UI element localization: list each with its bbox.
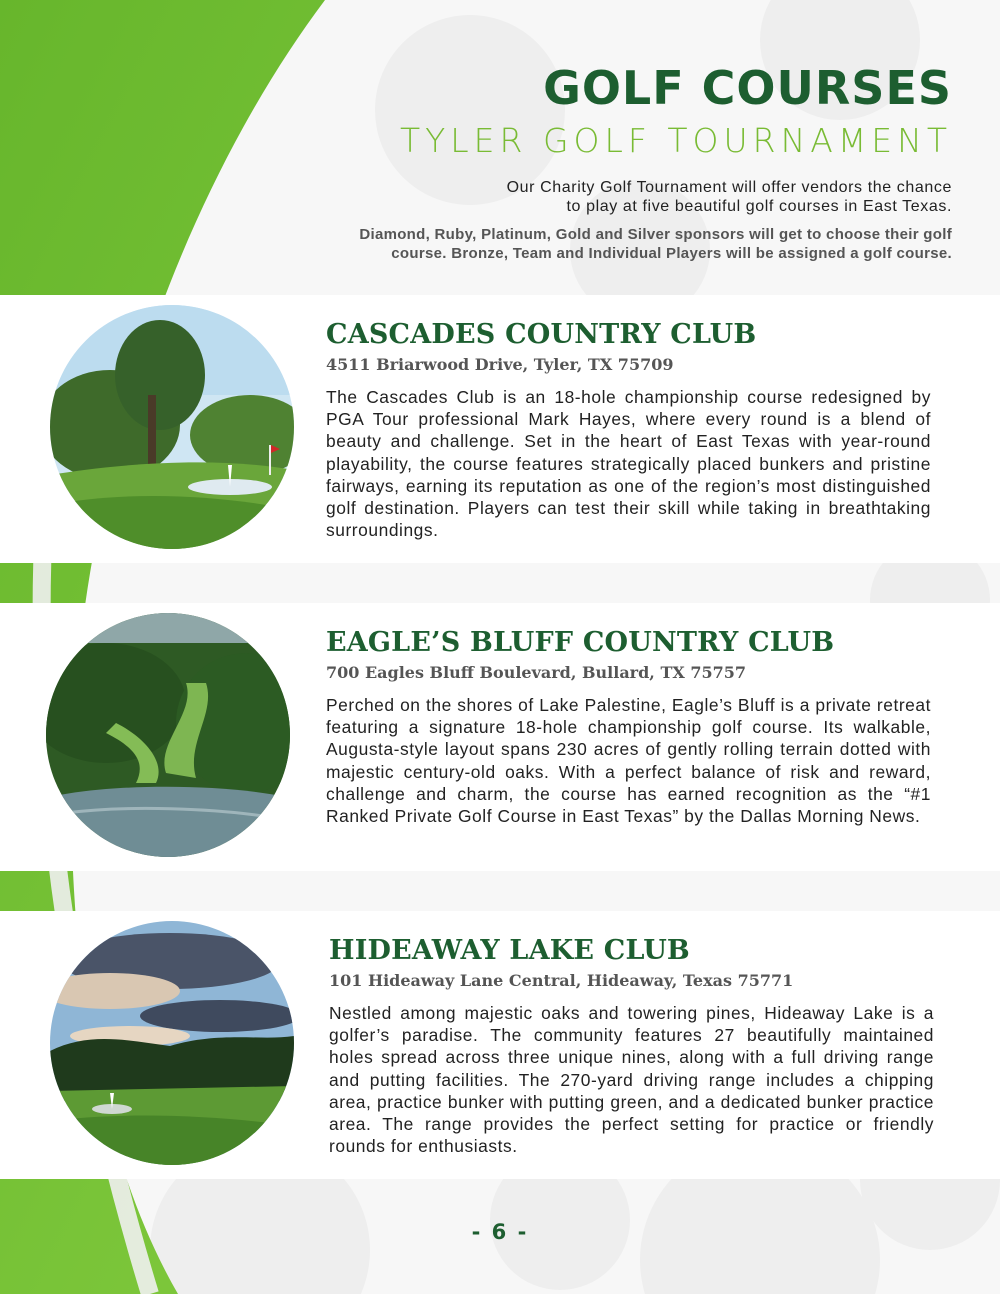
page-title: GOLF COURSES — [543, 61, 952, 115]
page-number: - 6 - — [471, 1220, 529, 1244]
course-address: 101 Hideaway Lane Central, Hideaway, Texas 75771 — [329, 971, 794, 990]
course-name: HIDEAWAY LAKE CLUB — [329, 935, 690, 966]
sponsor-note-line-2: course. Bronze, Team and Individual Players will be assigned a golf course. — [391, 245, 952, 262]
course-eagles-bluff — [326, 626, 931, 827]
intro-text — [192, 178, 952, 216]
course-address: 700 Eagles Bluff Boulevard, Bullard, TX 75757 — [326, 663, 746, 682]
cascades-course-photo — [50, 305, 294, 549]
course-name: CASCADES COUNTRY CLUB — [326, 319, 757, 350]
page-header — [192, 60, 952, 263]
course-name: EAGLE’S BLUFF COUNTRY CLUB — [326, 627, 835, 658]
intro-line-1: Our Charity Golf Tournament will offer vendors the chance — [506, 179, 952, 196]
eagles-bluff-course-photo — [46, 613, 290, 857]
page-subtitle: TYLER GOLF TOURNAMENT — [399, 121, 952, 160]
course-cascades — [326, 318, 931, 541]
course-address: 4511 Briarwood Drive, Tyler, TX 75709 — [326, 355, 674, 374]
course-description: Nestled among majestic oaks and towering pines, Hideaway Lake is a golfer’s paradise. The community features 27 beautifully maintained holes spread across three unique nines, along with a full driving range and putting facilities. The 270-yard driving range includes a chipping area, practice bunker with putting green, and a dedicated bunker practice area. The range provides the perfect setting for practice or friendly rounds for enthusiasts. — [329, 1003, 934, 1157]
intro-line-2: to play at five beautiful golf courses in East Texas. — [566, 198, 952, 215]
sponsor-note — [192, 225, 952, 263]
course-description: The Cascades Club is an 18-hole championship course redesigned by PGA Tour professional Mark Hayes, where every round is a blend of beauty and challenge. Set in the heart of East Texas with year-round playability, the course features strategically placed bunkers and pristine fairways, earning its reputation as one of the region’s most distinguished golf destination. Players can test their skill while taking in breathtaking surroundings. — [326, 387, 931, 541]
sponsor-note-line-1: Diamond, Ruby, Platinum, Gold and Silver sponsors will get to choose their golf — [359, 226, 952, 243]
course-description: Perched on the shores of Lake Palestine, Eagle’s Bluff is a private retreat featuring a signature 18-hole championship golf course. Its walkable, Augusta-style layout spans 230 acres of gently rolling terrain dotted with majestic century-old oaks. With a perfect balance of risk and reward, challenge and charm, the course has earned recognition as the “#1 Ranked Private Golf Course in East Texas” by the Dallas Morning News. — [326, 695, 931, 827]
hideaway-lake-course-photo — [50, 921, 294, 1165]
course-hideaway-lake — [329, 934, 934, 1157]
